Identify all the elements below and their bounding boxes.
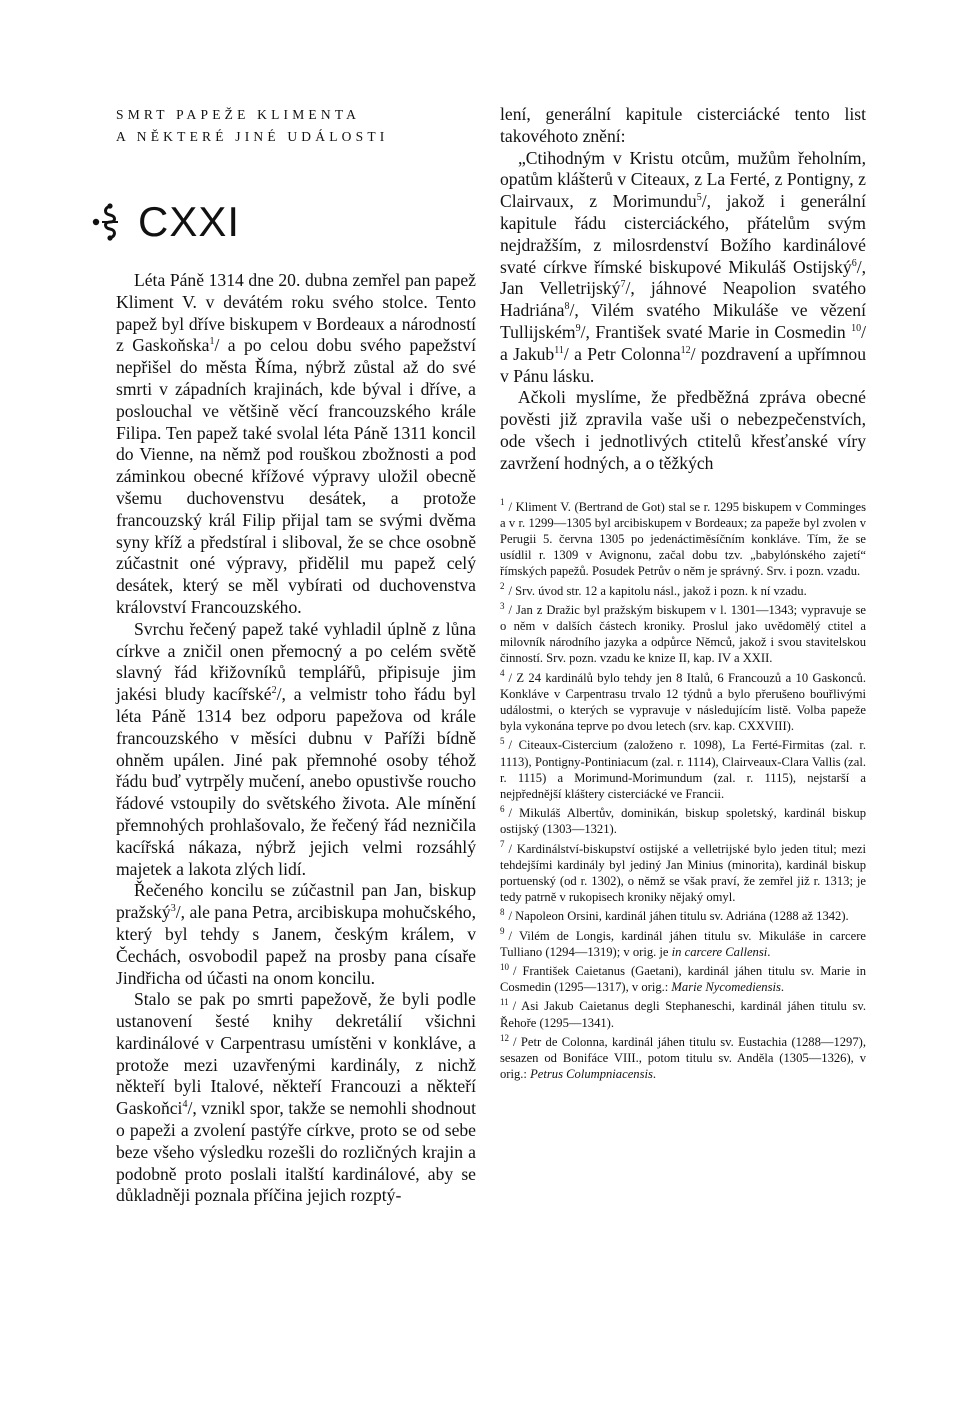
text-run: / Citeaux-Cistercium (založeno r. 1098), La Ferté-Firmitas (zal. r. 1113), Pontigny-Pontiniacum (zal. r. 1114), Clairveaux-Clara Vallis (zal. r. 1115) a Morimund-Morimundum (zal. r. 1115), nejstarší a nejpřednější kláštery cisterciácké ve Francii. — [500, 738, 866, 801]
footnote — [500, 908, 866, 924]
fleuron-ornament-icon — [90, 202, 126, 242]
footnote-reference[interactable]: 6 — [851, 257, 857, 269]
text-run: / František Caietanus (Gaetani), kardinál jáhen titulu sv. Marie in Cosmedin (1295—1317), v orig.: — [500, 964, 866, 995]
footnote — [500, 1034, 866, 1083]
italic-text: Petrus Columpniacensis — [530, 1067, 653, 1082]
footnote — [500, 963, 866, 995]
footnote-reference[interactable]: 5 — [696, 192, 702, 204]
text-run: „Ctihodným v Kristu otcům, mužům řeholním, opatům klášterů v Citeaux, z La Ferté, z Pontigny, z Clairvaux, z Morimundu — [500, 147, 866, 212]
footnote-reference[interactable]: 3 — [170, 903, 176, 915]
text-run: / a Jakub — [500, 321, 866, 364]
text-run: / pozdravení a upřímnou v Pánu lásku. — [500, 343, 867, 386]
footnote — [500, 602, 866, 667]
footnote-reference[interactable]: 11 — [554, 344, 564, 356]
running-head-line-1: SMRT PAPEŽE KLIMENTA — [116, 107, 361, 122]
footnote-reference[interactable]: 8 — [564, 301, 570, 313]
footnote-number: 10 — [500, 961, 509, 972]
footnote-number: 1 — [500, 497, 505, 508]
footnote-number: 7 — [500, 839, 505, 850]
text-run: /, jakož i generální kapitule řádu cisterciáckého, přátelům svým nejdražším, z milosrdenství Božího kardinálové svaté církve římské biskupové Mikuláš Ostijský — [500, 191, 866, 277]
text-run: /, ale pana Petra, arcibiskupa mohučského, který byl tehdy s Janem, českým králem, v Čechách, osvobodil papež na prosby pana císaře Jindřicha od účasti na onom koncilu. — [116, 902, 476, 988]
footnote-number: 9 — [500, 926, 505, 937]
running-head — [116, 104, 476, 148]
footnote-reference[interactable]: 7 — [620, 279, 626, 291]
text-run: / Z 24 kardinálů bylo tehdy jen 8 Italů, 6 Francouzů a 10 Gaskonců. Konkláve v Carpentrasu trvalo 12 týdnů a bylo přerušeno bouřlivými událostmi, o kterých se vypravuje v následujícím listě. Volba papeže byla vykonána teprve po dvou letech (srv. kap. CXXVIII). — [500, 670, 866, 734]
text-run: Stalo se pak po smrti papežově, že byli podle ustanovení šesté knihy dekretálií všichni kardinálové v Carpentrasu umístěni v konkláve, a protože mezi uzavřenými kardinály, z nichž někteří byli Italové, někteří Francouzi a někteří Gaskoňci — [116, 989, 476, 1119]
text-run: /, František svaté Marie in Cosmedin — [580, 321, 852, 342]
footnote-number: 12 — [500, 1032, 509, 1043]
footnote — [500, 998, 866, 1030]
text-run: Ačkoli myslíme, že předběžná zpráva obecné pověsti již zpravila vaše uši o nebezpečenstvích, ode všech i jednotlivých ctitelů křesťanské víry zavržení hodných, a o těžkých — [500, 387, 866, 473]
text-run: / Vilém de Longis, kardinál jáhen titulu sv. Mikuláše in carcere Tulliano (1294—1319); v orig. je — [500, 928, 866, 959]
body-paragraph — [500, 104, 866, 148]
footnote-reference[interactable]: 10 — [851, 323, 862, 335]
text-run: /, Jan Velletrijský — [500, 256, 866, 299]
text-run: / Napoleon Orsini, kardinál jáhen titulu sv. Adriána (1288 až 1342). — [508, 909, 849, 924]
footnote-reference[interactable]: 2 — [271, 685, 277, 697]
text-run: / Srv. úvod str. 12 a kapitolu násl., jakož i pozn. k ní vzadu. — [508, 583, 807, 598]
chapter-number: CXXI — [138, 198, 241, 245]
text-run: / Jan z Dražic byl pražským biskupem v l. 1301—1343; vypravuje se o něm v dalších částech kroniky. Proslul jako uvědomělý ctitel a milovník národního jazyka a odpůrce Němců, jakož i svou stavitelskou činností. Srv. pozn. vzadu ke knize II, kap. IV a XXII. — [500, 602, 866, 666]
text-run: / Kardinálství-biskupství ostijské a velletrijské bylo jeden titul; mezi tehdejšími kardinály byl jediný Jan Minius (minorita), kardinál biskup portuenský (od r. 1302), o němž se však praví, že zemřel již r. 1313; je tedy patrně v rukopisech kroniky nějaký omyl. — [500, 841, 866, 905]
right-body-text — [500, 104, 866, 475]
text-run: . — [652, 1067, 657, 1082]
text-run: / Petr de Colonna, kardinál jáhen titulu sv. Eustachia (1288—1297), sesazen od Bonifáce VIII., potom titulu sv. Anděla (1305—1326), v orig.: — [500, 1034, 866, 1082]
text-run: /, vznikl spor, takže se nemohli shodnout o papeži a zvolení pastýře církve, proto se od sebe beze všeho výsledku rozešli do rozličných krajin a podobně proto poslali italští kardinálové, aby se důkladněji poznala příčina jejich rozptý- — [116, 1098, 476, 1206]
footnote — [500, 737, 866, 802]
text-run: / a po celou dobu svého papežství nepřišel do města Říma, nýbrž zůstal až do své smrti v západních krajinách, kde býval i dříve, a poslouchal ve většině věcí francouzského krále Filipa. Ten papež také svolal léta Páně 1311 koncil do Vienne, na němž pod rouškou zbožnosti a pod záminkou obecné křížové výpravy uložil obecně všemu duchovenstvu desátek, a protože francouzský král Filip přijal tam se svými dvěma syny kříž a předstíral i sliboval, že se chce osobně zúčastnit oné výpravy, přidělil mu papež celý desátek, který se měl vybírati od duchovenstva království Francouzského. — [116, 335, 476, 617]
footnote — [500, 928, 866, 960]
text-run: / Asi Jakub Caietanus degli Stephaneschi, kardinál jáhen titulu sv. Řehoře (1295—1341). — [500, 999, 866, 1030]
text-run: . — [767, 944, 771, 959]
footnote — [500, 805, 866, 837]
footnote — [500, 670, 866, 735]
footnote — [500, 841, 866, 906]
footnote-number: 6 — [500, 804, 505, 815]
right-column — [500, 104, 866, 1085]
footnote — [500, 583, 866, 599]
running-head-line-2: A NĚKTERÉ JINÉ UDÁLOSTI — [116, 129, 389, 144]
footnote-number: 3 — [500, 600, 505, 611]
footnote-reference[interactable]: 9 — [575, 323, 581, 335]
text-run: /, Vilém svatého Mikuláše ve vězení Tullijském — [500, 300, 866, 342]
footnote-number: 2 — [500, 581, 505, 592]
text-run: Řečeného koncilu se zúčastnil pan Jan, biskup pražský — [116, 880, 476, 923]
body-paragraph — [116, 880, 476, 989]
italic-text: in carcere Callensi — [671, 944, 768, 959]
body-paragraph — [116, 989, 476, 1207]
body-paragraph — [116, 270, 476, 619]
chapter-heading — [116, 200, 476, 244]
text-run: Léta Páně 1314 dne 20. dubna zemřel pan papež Kliment V. v devátém roku svého stolce. Tento papež byl dříve biskupem v Bordeaux a národností z Gaskoňska — [116, 270, 476, 356]
left-column — [116, 104, 476, 1207]
italic-text: Marie Nycomediensis — [671, 980, 781, 995]
text-run: / Kliment V. (Bertrand de Got) stal se r. 1295 biskupem v Comminges a v r. 1299—1305 byl arcibiskupem v Bordeaux; za papeže byl zvolen v Perugii 5. června 1305 po jedenáctiměsíčním konkláve. Tím, že se usídlil r. 1309 v Avignonu, začal dobu tzv. „babylónského zajetí“ římských papežů. Posudek Petrův o něm je správný. Srv. i pozn. vzadu. — [500, 499, 866, 579]
text-run: . — [780, 980, 785, 995]
footnote-number: 8 — [500, 907, 505, 918]
footnote-reference[interactable]: 4 — [182, 1099, 188, 1111]
left-body-text — [116, 270, 476, 1207]
footnote-reference[interactable]: 12 — [680, 344, 691, 356]
footnote-number: 4 — [500, 668, 505, 679]
footnotes — [500, 499, 866, 1083]
body-paragraph — [500, 148, 866, 388]
body-paragraph — [116, 619, 476, 881]
text-run: /, jáhnové Neapolion svatého Hadriána — [500, 278, 866, 321]
text-run: / a Petr Colonna — [563, 343, 681, 364]
footnote-number: 11 — [500, 997, 509, 1008]
text-run: Svrchu řečený papež také vyhladil úplně z lůna církve a zničil onen přemocný a po celém světě slavný řád křižovníků templářů, připisuje jim jakési bludy kacířské — [116, 618, 476, 705]
text-run: / Mikuláš Albertův, dominikán, biskup spoletský, kardinál biskup ostijský (1303—1321). — [500, 806, 866, 837]
footnote — [500, 499, 866, 580]
text-run: lení, generální kapitule cisterciácké tento list takovéhoto znění: — [500, 104, 866, 146]
footnote-number: 5 — [500, 736, 505, 747]
body-paragraph — [500, 387, 866, 474]
footnote-reference[interactable]: 1 — [209, 336, 215, 348]
text-run: /, a velmistr toho řádu byl léta Páně 1314 bez odporu papežova od krále francouzského v měsíci dubnu v Paříži bídně ohněm upálen. Jiné pak přemnohé osoby téhož řádu buď vytrpěly mučení, anebo opustivše roucho řádové vstoupily do světského života. Ale mínění přemnohých prohlašovalo, že řečený řád nezničila kacířská nákaza, nýbrž jejich velmi rozsáhlý majetek a lakota zlých lidí. — [116, 684, 476, 879]
